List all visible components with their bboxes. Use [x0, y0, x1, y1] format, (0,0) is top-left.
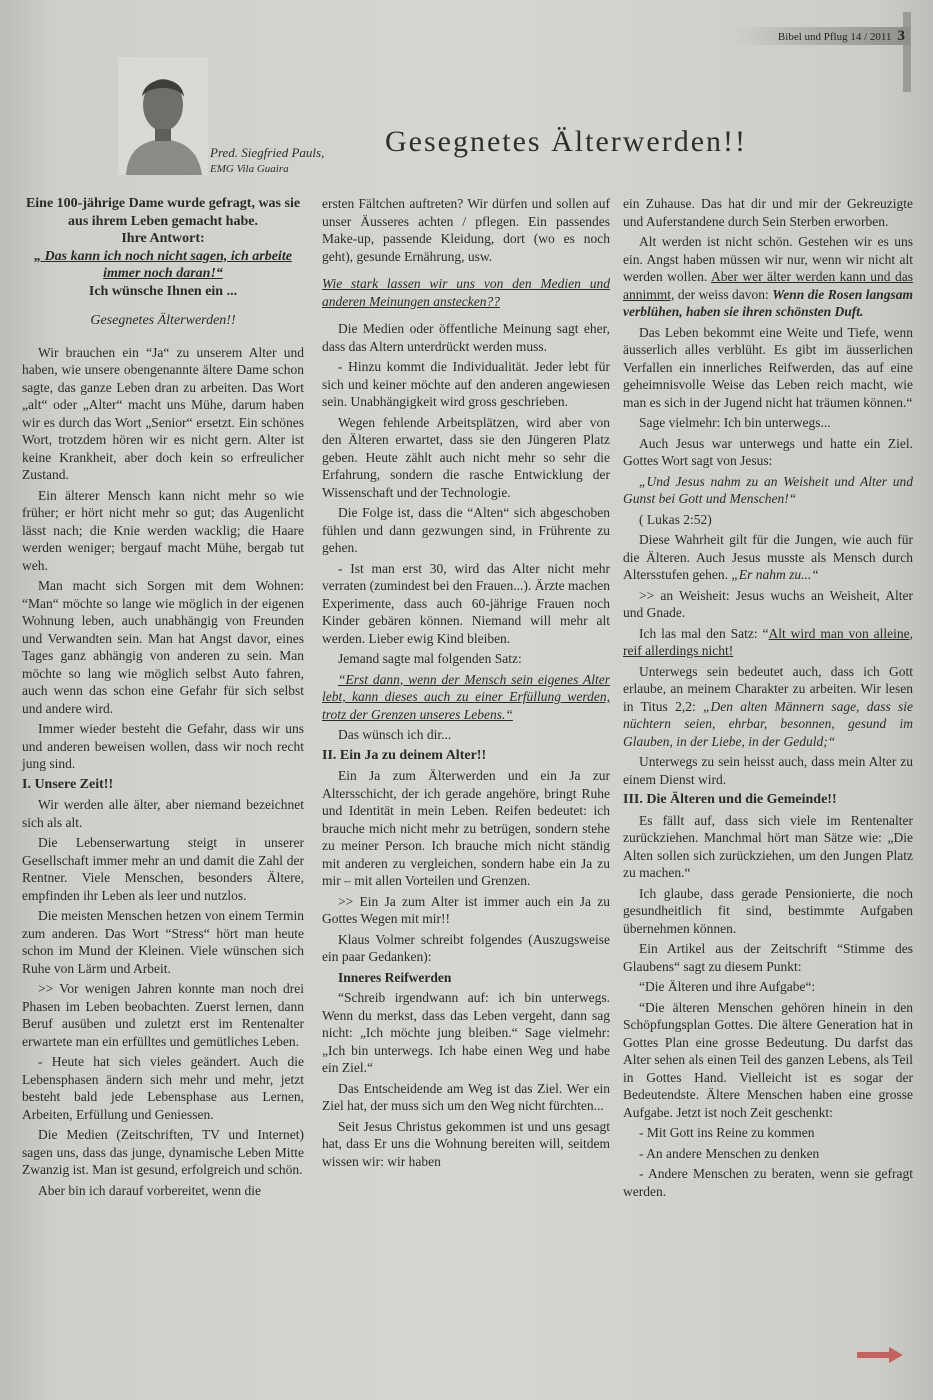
paragraph: Wir werden alle älter, aber niemand bezeichnet sich als alt. — [22, 797, 304, 830]
paragraph: Auch Jesus war unterwegs und hatte ein Ziel. Gottes Wort sagt von Jesus: — [623, 435, 913, 468]
underlined-text: Aber wer älter werden kann und das annimmt, — [623, 269, 913, 302]
paragraph: Unterwegs zu sein heisst auch, dass mein Alter zu einem Dienst wird. — [623, 754, 913, 787]
text: Diese Wahrheit gilt für die Jungen, wie auch für die Älteren. Auch Jesus musste als Mensch durch Altersstufen gehen. — [623, 532, 913, 582]
intro-title-repeat: Gesegnetes Älterwerden!! — [90, 313, 236, 328]
paragraph: Wegen fehlende Arbeitsplätzen, wird aber von den Älteren erwartet, dass sie den Jüngeren Platz geben. Heute zählt auch nicht mehr so sehr die Erfahrung, sondern die rasche Entwicklung der Wissenschaft und der Technologie. — [322, 414, 610, 500]
paragraph: Die Medien oder öffentliche Meinung sagt eher, dass das Altern unterdrückt werden muss. — [322, 321, 610, 354]
paragraph: Klaus Volmer schreibt folgendes (Auszugsweise ein paar Gedanken): — [322, 931, 610, 964]
paragraph: Die Lebenserwartung steigt in unserer Gesellschaft immer mehr an und damit die Zahl der Rentner. Viele Menschen, besonders Ältere, empfinden ihr Leben als leer und nutzlos. — [22, 835, 304, 903]
quote: “Erst dann, wenn der Mensch sein eigenes Alter lebt, kann dieses auch zu einer Erfüllung werden, trotz der Grenzen unseres Lebens.“ — [322, 671, 610, 722]
text: Ich las mal den Satz: “ — [639, 625, 769, 641]
bible-verse: „Und Jesus nahm zu an Weisheit und Alter und Gunst bei Gott und Menschen!“ — [623, 473, 913, 506]
paragraph: “Schreib irgendwann auf: ich bin unterwegs. Wenn du merkst, dass das Leben vergeht, dann sag nicht: „Ich möchte jung bleiben.“ Sage vielmehr: „Ich bin unterwegs. Ich habe einen Weg und habe ein Ziel.“ — [322, 990, 610, 1075]
paragraph: Ein älterer Mensch kann nicht mehr so wie früher; er hört nicht mehr so gut; das Augenlicht lässt nach; die Knie werden wacklig; die Haare werden weniger; bergauf macht Mühe, bergab tut weh. — [22, 487, 304, 573]
magazine-name: Bibel und Pflug 14 / 2011 — [777, 31, 892, 43]
intro-line: Eine 100-jährige Dame wurde gefragt, was sie aus ihrem Leben gemacht habe. — [25, 196, 301, 229]
text: Unterwegs sein bedeutet auch, dass ich Gott erlaube, an meinem Charakter zu arbeiten. Wir lesen in Titus 2,2: — [623, 663, 913, 714]
section-heading: III. Die Älteren und die Gemeinde!! — [623, 792, 837, 807]
subheading: Inneres Reifwerden — [338, 969, 452, 985]
paragraph: Immer wieder besteht die Gefahr, dass wir uns und anderen beweisen wollen, dass wir noch recht jung sind. — [22, 721, 304, 771]
paragraph — [623, 625, 913, 660]
paragraph: >> Vor wenigen Jahren konnte man noch drei Phasen im Leben beobachten. Zuerst lernen, dann Beruf ausüben und zuletzt erst im Rentenalter erwartete man ein erfülltes und gemütliches Leben. — [22, 981, 304, 1049]
section-heading: II. Ein Ja zu deinem Alter!! — [322, 747, 487, 763]
author-credit — [210, 145, 324, 177]
page-number: 3 — [897, 28, 905, 44]
paragraph: Das wünsch ich dir... — [338, 727, 452, 742]
paragraph: >> an Weisheit: Jesus wuchs an Weisheit, Alter und Gnade. — [623, 587, 913, 620]
page-edge — [903, 12, 911, 92]
underlined-text: Alt wird man von alleine, reif allerdings nicht! — [623, 625, 913, 658]
paragraph: ersten Fältchen auftreten? Wir dürfen und sollen auf unser Äusseres achten / pflegen. Ein passendes Make-up, passende Kleidung, dort (wo es noch geht), gesunde Ernährung, usw. — [322, 196, 610, 264]
author-name: Pred. Siegfried Pauls, — [210, 145, 325, 160]
paragraph — [623, 233, 913, 321]
paragraph: “Die Älteren und ihre Aufgabe“: — [639, 979, 816, 994]
paragraph: Die meisten Menschen hetzen von einem Termin zum anderen. Das Wort “Stress“ hört man heute schon im Mund der Kleinen. Viele wünschen sich Ruhe von Lärm und Arbeit. — [22, 908, 304, 976]
intro-quote: „ Das kann ich noch nicht sagen, ich arbeite immer noch daran!“ — [34, 248, 292, 281]
intro-box — [22, 195, 304, 330]
emphasis: „Er nahm zu...“ — [731, 567, 819, 582]
intro-answer-label: Ihre Antwort: — [121, 231, 205, 246]
author-photo — [118, 57, 208, 175]
paragraph: Ich glaube, dass gerade Pensionierte, die noch gesundheitlich fit sind, bestimmte Aufgaben übernehmen können. — [623, 885, 913, 936]
text: der weiss davon: — [677, 286, 769, 302]
column-3 — [623, 195, 913, 1203]
paragraph: Das Leben bekommt eine Weite und Tiefe, wenn äusserlich alles verblüht. Es gibt im äusserlichen Verfallen ein innerliches Reifwerden, das auf eine geheimnisvolle Weise das Leben reich macht, wie man es sich in der Jugend nicht hat träumen können.“ — [623, 324, 913, 410]
paragraph: - Hinzu kommt die Individualität. Jeder lebt für sich und keiner möchte auf den anderen angewiesen sein. Unabhängigkeit wird gross geschrieben. — [322, 359, 610, 409]
paragraph: Jemand sagte mal folgenden Satz: — [338, 651, 522, 666]
list-item: - Andere Menschen zu beraten, wenn sie gefragt werden. — [623, 1166, 913, 1199]
paragraph — [623, 663, 913, 751]
paragraph: - Heute hat sich vieles geändert. Auch die Lebensphasen ändern sich mehr und mehr, jetzt besteht bald jede Lebensphase aus Lernen, Arbeiten, Erfüllung und Geniessen. — [22, 1054, 304, 1122]
paragraph: >> Ein Ja zum Alter ist immer auch ein Ja zu Gottes Wegen mit mir!! — [322, 893, 610, 926]
list-item: - An andere Menschen zu denken — [639, 1145, 820, 1161]
paragraph: Die Medien (Zeitschriften, TV und Internet) sagen uns, dass das junge, dynamische Leben Mitte Zwanzig ist. Man ist gesund, erfolgreich und schön. — [22, 1127, 304, 1177]
paragraph: “Die älteren Menschen gehören hinein in den Schöpfungsplan Gottes. Die ältere Generation hat in Gottes Plan eine grosse Bedeutung. Du darfst das Alter sehen als einen Teil des ganzen Lebens, als Teil in Gottes Hand. Vielleicht ist es sogar der Bedeutendste. Ältere Menschen haben eine grosse Aufgabe. Jetzt ist noch Zeit geschenkt: — [623, 999, 913, 1120]
paragraph: Wir brauchen ein “Ja“ zu unserem Alter und haben, wie unsere obengenannte ältere Dame schon sagte, das ganze Leben dran zu arbeiten. Das Wort „alt“ oder „Alter“ macht uns Mühe, darum haben wir es durch das Wort „Senior“ ersetzt. Ein schönes Wort, trotzdem hören wir es nicht gern. Alter ist keine Krankheit, aber doch kein so erfreulicher Zustand. — [22, 344, 304, 482]
paragraph: - Ist man erst 30, wird das Alter nicht mehr verraten (zumindest bei den Frauen...). Ärzte machen Experimente, dass auch 60-jährige Frauen noch Kinder gebären können. Niemand will mehr alt werden. Lieber ewig Kind bleiben. — [322, 560, 610, 646]
paragraph: Ein Artikel aus der Zeitschrift “Stimme des Glaubens“ sagt zu diesem Punkt: — [623, 941, 913, 974]
paragraph: ein Zuhause. Das hat dir und mir der Gekreuzigte und Auferstandene durch Sein Sterben erworben. — [623, 196, 913, 229]
paragraph: Ein Ja zum Älterwerden und ein Ja zur Altersschicht, der ich gerade angehöre, bringt Ruhe und Identität in mein Leben. Reifen bedeutet: ich brauche mich nicht mehr zu betrügen, sondern stehe zu meiner Person. Ich brauche mich nicht ständig mit anderen zu vergleichen, sondern habe ein Ja zu mir – mit allen Vorteilen und Grenzen. — [322, 768, 610, 888]
continue-arrow-icon — [857, 1340, 903, 1370]
column-2 — [322, 195, 610, 1173]
paragraph: Man macht sich Sorgen mit dem Wohnen: “Man“ möchte so lange wie möglich in der eigenen Wohnung leben, auch unabhängig von Freunden und Verwandten sein. Man hat Angst davor, eines Tages ganz abhängig von anderen zu sein. Man möchte so lang wie möglich selbst Auto fahren, auch wenn das schon eine Gefahr für sich selbst und andere wird. — [22, 578, 304, 716]
list-item: - Mit Gott ins Reine zu kommen — [639, 1125, 815, 1140]
verse-reference: ( Lukas 2:52) — [639, 511, 712, 527]
paragraph: Seit Jesus Christus gekommen ist und uns gesagt hat, dass Er uns die Wohnung bereiten will, seitdem wissen wir: wir haben — [322, 1118, 610, 1169]
page-header — [778, 28, 905, 45]
paragraph — [623, 531, 913, 584]
author-org: EMG Vila Guaira — [210, 163, 289, 175]
intro-wish: Ich wünsche Ihnen ein ... — [88, 283, 238, 299]
question: Wie stark lassen wir uns von den Medien und anderen Meinungen anstecken?? — [322, 276, 610, 309]
paragraph: Sage vielmehr: Ich bin unterwegs... — [639, 415, 831, 430]
article-title: Gesegnetes Älterwerden!! — [385, 125, 748, 158]
text: Alt werden ist nicht schön. Gestehen wir es uns ein. Angst haben müssen wir nur, wenn wir nicht alt werden wollen. — [623, 234, 913, 284]
paragraph: Aber bin ich darauf vorbereitet, wenn die — [38, 1182, 262, 1198]
paragraph: Es fällt auf, dass sich viele im Rentenalter zurückziehen. Manchmal hört man Sätze wie: „Die Alten sollen sich zurückziehen, um den Jungen Platz zu machen.“ — [623, 812, 913, 880]
paragraph: Die Folge ist, dass die “Alten“ sich abgeschoben fühlen und dann gezwungen sind, in Frührente zu gehen. — [322, 505, 610, 555]
paragraph: Das Entscheidende am Weg ist das Ziel. Wer ein Ziel hat, der muss sich um den Weg nicht fürchten... — [322, 1080, 610, 1113]
emphasis: „Den alten Männern sage, dass sie nüchtern seien, ehrbar, besonnen, gesund im Glauben, in der Liebe, in der Geduld;“ — [623, 698, 913, 749]
section-heading: I. Unsere Zeit!! — [22, 776, 114, 792]
emphasis: Wenn die Rosen langsam verblühen, haben sie ihren schönsten Duft. — [623, 286, 914, 319]
column-1 — [22, 195, 304, 1202]
